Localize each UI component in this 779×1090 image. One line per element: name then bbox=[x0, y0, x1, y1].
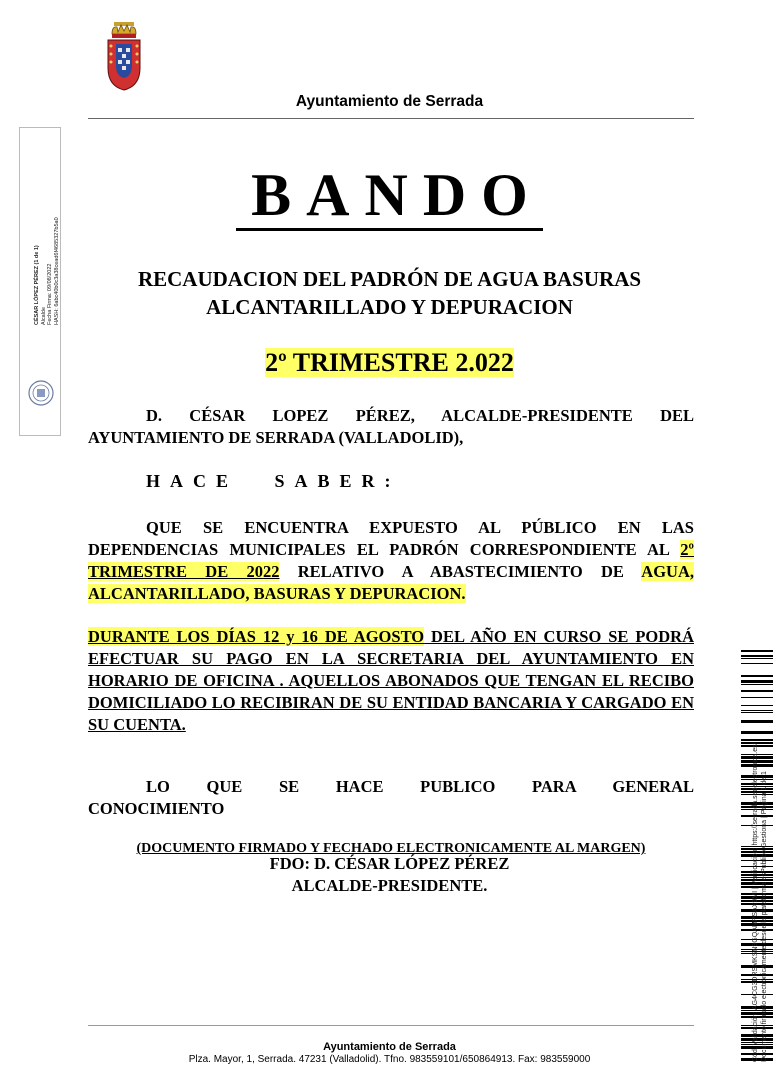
document-subtitle bbox=[0, 265, 779, 321]
seal-icon bbox=[28, 380, 54, 406]
sig-signer: CÉSAR LÓPEZ PÉREZ (1 de 1) bbox=[34, 245, 40, 325]
header-title: Ayuntamiento de Serrada bbox=[295, 93, 484, 110]
signature-margin-text bbox=[34, 135, 60, 325]
hace-saber-heading: HACE SABER: bbox=[146, 471, 401, 491]
alcalde-line-2: AYUNTAMIENTO DE SERRADA (VALLADOLID), bbox=[88, 428, 464, 447]
expuesto-paragraph bbox=[88, 517, 694, 605]
publico-line-2: CONOCIMIENTO bbox=[88, 799, 225, 818]
firma-line-1: FDO: D. CÉSAR LÓPEZ PÉREZ bbox=[269, 854, 510, 873]
trimestre-text: 2º TRIMESTRE 2.022 bbox=[265, 348, 514, 377]
publico-line-1: LO QUE SE HACE PUBLICO PARA GENERAL bbox=[146, 777, 694, 796]
sig-role: Alcalde bbox=[40, 306, 47, 325]
alcalde-line-1: D. CÉSAR LOPEZ PÉREZ, ALCALDE-PRESIDENTE DEL bbox=[146, 406, 694, 425]
trimestre-heading bbox=[0, 347, 779, 379]
firmado-note: (DOCUMENTO FIRMADO Y FECHADO ELECTRONICAMENTE AL MARGEN) bbox=[136, 841, 646, 856]
sig-date: Fecha Firma: 09/08/2022 bbox=[47, 263, 53, 325]
expuesto-text-start: QUE SE ENCUENTRA EXPUESTO AL PÚBLICO EN LAS DEPENDENCIAS MUNICIPALES EL PADRÓN CORRESPONDIENTE AL bbox=[88, 518, 694, 559]
durante-text: DEL AÑO EN CURSO SE PODRÁ EFECTUAR SU PAGO EN LA SECRETARIA DEL AYUNTAMIENTO EN HORARIO DE OFICINA . AQUELLOS ABONADOS QUE TENGAN EL RECIBO DOMICILIADO LO RECIBIRAN DE SU ENTIDAD BANCARIA Y CARGADO EN SU CUENTA. bbox=[88, 627, 694, 734]
validation-margin-text bbox=[751, 602, 769, 1062]
publico-paragraph bbox=[88, 776, 694, 820]
durante-highlight-dates: DURANTE LOS DÍAS 12 y 16 DE AGOSTO bbox=[88, 627, 425, 646]
expuesto-highlight-trimestre: 2º TRIMESTRE DE 2022 bbox=[88, 540, 694, 581]
subtitle-line-1: RECAUDACION DEL PADRÓN DE AGUA BASURAS bbox=[137, 267, 642, 291]
document-title-text: BANDO bbox=[236, 162, 543, 231]
sig-hash: HASH: 6abc40b0c3a38cead6f4685327b5a0 bbox=[53, 217, 60, 325]
expuesto-text-middle: RELATIVO A ABASTECIMIENTO DE bbox=[279, 562, 642, 581]
durante-paragraph bbox=[88, 626, 694, 736]
subtitle-line-2: ALCANTARILLADO Y DEPURACION bbox=[206, 295, 573, 319]
alcalde-paragraph bbox=[88, 405, 694, 449]
document-title bbox=[0, 160, 779, 230]
municipal-crest-icon bbox=[104, 20, 144, 92]
header-divider bbox=[88, 118, 694, 119]
expuesto-highlight-servicios: AGUA, ALCANTARILLADO, BASURAS Y DEPURACION. bbox=[88, 562, 694, 603]
footer-address: Plza. Mayor, 1, Serrada. 47231 (Valladolid). Tfno. 983559101/650864913. Fax: 983559000 bbox=[188, 1054, 591, 1065]
validation-line-1: Cód. Validación: AG4CG3DRSMKSN9GQAMPSAX9MI | Verificación: https://serrada.sedelectronica.es/ bbox=[752, 742, 759, 1062]
firma-line-2: ALCALDE-PRESIDENTE. bbox=[291, 876, 488, 895]
signature-block bbox=[0, 853, 779, 897]
validation-line-2: Documento firmado electrónicamente desde la plataforma esPublico Gestiona | Página 1 de 1 bbox=[761, 771, 768, 1062]
footer-org: Ayuntamiento de Serrada bbox=[323, 1041, 456, 1053]
footer-divider bbox=[88, 1025, 694, 1026]
